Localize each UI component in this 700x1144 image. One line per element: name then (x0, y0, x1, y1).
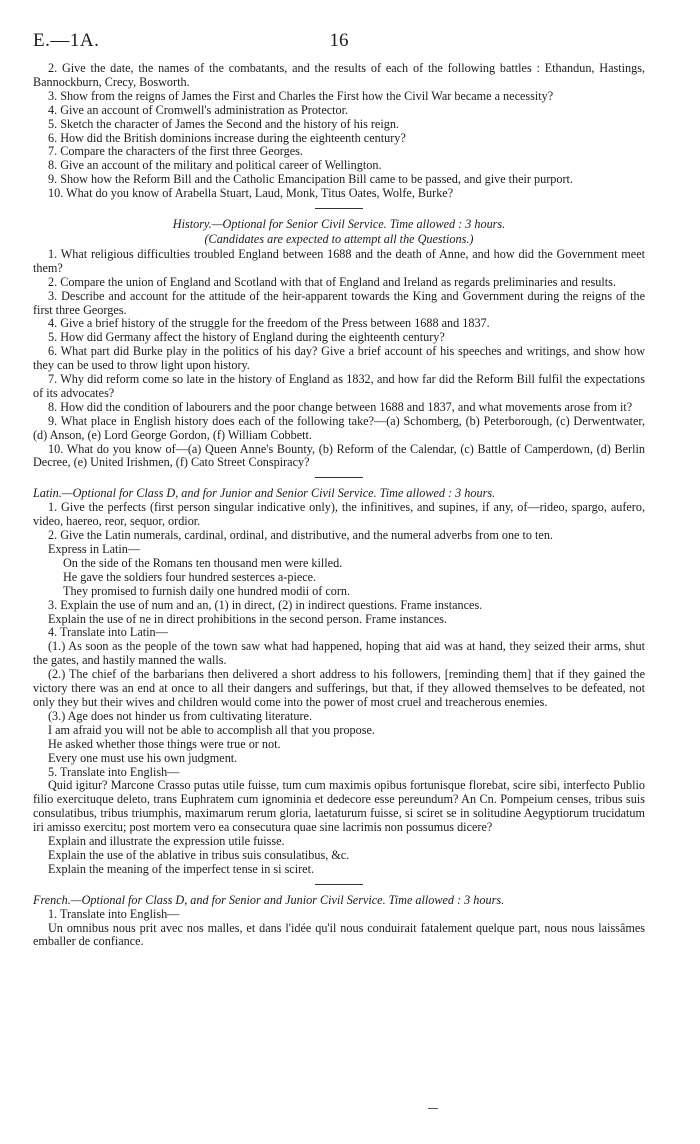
section-heading: French.—Optional for Class D, and for Senior and Junior Civil Service. Time allowed : 3 hours. (33, 892, 505, 907)
question-item: 10. What do you know of—(a) Queen Anne's Bounty, (b) Reform of the Calendar, (c) Battle of Camperdown, (d) Berlin Decree, (e) United Irishmen, (f) Cato Street Conspiracy? (33, 441, 645, 470)
question-item: 7. Why did reform come so late in the history of England as 1832, and how far did the Reform Bill fulfil the expectations of its advocates? (33, 372, 645, 400)
sentence-item: He gave the soldiers four hundred sesterces a-piece. (63, 569, 317, 584)
instruction-line: Express in Latin— (48, 542, 141, 556)
question-item: 6. How did the British dominions increase during the eighteenth century? (48, 130, 406, 145)
page-mark (428, 1108, 438, 1109)
question-item: 8. Give an account of the military and political career of Wellington. (48, 158, 382, 173)
instruction-line: Explain the use of ne in direct prohibitions in the second person. Frame instances. (48, 611, 448, 626)
sentence-item: On the side of the Romans ten thousand men were killed. (63, 555, 343, 570)
question-item: 5. How did Germany affect the history of England during the eighteenth century? (48, 330, 445, 345)
sentence-item: He asked whether those things were true or not. (48, 736, 281, 751)
question-item: 1. What religious difficulties troubled England between 1688 and the death of Anne, and how did the Government meet them? (33, 246, 645, 275)
question-item: 5. Sketch the character of James the Second and the history of his reign. (48, 116, 399, 131)
history-questions-continued (33, 62, 645, 201)
question-item: 6. What part did Burke play in the politics of his day? Give a brief account of his speeches and writings, and show how they can be used to throw light upon history. (33, 344, 645, 373)
page-header (33, 30, 645, 62)
question-item: 2. Give the date, the names of the combatants, and the results of each of the following battles : Ethandun, Hastings, Bannockburn, Crecy, Bosworth. (33, 61, 645, 89)
section-instructions: (Candidates are expected to attempt all the Questions.) (204, 231, 474, 246)
question-item: 8. How did the condition of labourers and the poor change between 1688 and 1837, and what movements arose from it? (48, 399, 633, 414)
passage-item: (3.) Age does not hinder us from cultivating literature. (48, 708, 312, 723)
question-item: 2. Compare the union of England and Scotland with that of England and Ireland as regards preliminaries and results. (48, 274, 616, 289)
section-divider (315, 477, 363, 478)
sentence-item: Every one must use his own judgment. (48, 750, 238, 765)
section-divider (315, 884, 363, 885)
passage-item: (2.) The chief of the barbarians then delivered a short address to his followers, [reminding them] that if they gained the victory there was an end at once to all their dangers and sufferings, but that, if they allowed themselves to be defeated, not only they but their wives and children would come into the power of most cruel and treacherous enemies. (33, 667, 645, 709)
section-heading: Latin.—Optional for Class D, and for Junior and Senior Civil Service. Time allowed : 3 hours. (33, 486, 496, 501)
question-item: 4. Give a brief history of the struggle for the freedom of the Press between 1688 and 1837. (48, 316, 490, 331)
page-number: 16 (329, 30, 349, 51)
history-senior-section (33, 218, 645, 470)
section-divider (315, 208, 363, 209)
question-item: 4. Give an account of Cromwell's administration as Protector. (48, 102, 349, 117)
sentence-item: They promised to furnish daily one hundred modii of corn. (63, 583, 351, 598)
question-item: 3. Show from the reigns of James the First and Charles the First how the Civil War became a necessity? (48, 88, 554, 103)
document-page (33, 30, 645, 949)
french-passage: Un omnibus nous prit avec nos malles, et dans l'idée qu'il nous conduirait fatalement quelque part, nous nous laissâmes emballer de confiance. (33, 920, 645, 949)
instruction-line: Explain the meaning of the imperfect tense in si sciret. (48, 861, 315, 876)
section-heading: History.—Optional for Senior Civil Service. Time allowed : 3 hours. (172, 217, 506, 232)
latin-section (33, 487, 645, 876)
question-item: 4. Translate into Latin— (48, 625, 168, 640)
passage-item: (1.) As soon as the people of the town saw what had happened, hoping that aid was at hand, they seized their arms, shut the gates, and hastily manned the walls. (33, 639, 645, 668)
question-item: 10. What do you know of Arabella Stuart, Laud, Monk, Titus Oates, Wolfe, Burke? (48, 186, 454, 201)
instruction-line: Explain and illustrate the expression utile fuisse. (48, 834, 285, 849)
page-content (33, 62, 645, 949)
french-section (33, 894, 645, 950)
question-item: 3. Describe and account for the attitude of the heir-apparent towards the King and Government during the reigns of the first three Georges. (33, 288, 645, 317)
question-item: 2. Give the Latin numerals, cardinal, ordinal, and distributive, and the numeral adverbs from one to ten. (48, 528, 553, 543)
sentence-item: I am afraid you will not be able to accomplish all that you propose. (48, 722, 375, 737)
question-item: 9. Show how the Reform Bill and the Catholic Emancipation Bill came to be passed, and give their purport. (48, 172, 573, 187)
question-item: 1. Give the perfects (first person singular indicative only), the infinitives, and supines, if any, of—rideo, spargo, aufero, video, haereo, reor, sequor, ordior. (33, 500, 645, 529)
question-item: 3. Explain the use of num and an, (1) in direct, (2) in indirect questions. Frame instances. (48, 597, 483, 612)
question-item: 5. Translate into English— (48, 764, 180, 779)
question-item: 7. Compare the characters of the first three Georges. (48, 144, 303, 159)
question-item: 9. What place in English history does each of the following take?—(a) Schomberg, (b) Peterborough, (c) Derwentwater, (d) Anson, (e) Lord George Gordon, (f) William Cobbett. (33, 413, 645, 442)
latin-passage: Quid igitur? Marcone Crasso putas utile fuisse, tum cum maximis opibus fortunisque florebat, scire sibi, interfecto Publio filio exercituque deleto, trans Euphratem cum ignominia et dedecore esse pereundum? An Cn. Pompeium censes, tribus suis consulatibus, tribus triumphis, maximarum rerum gloria, laetaturum fuisse, si sciret se in solitudine Aegyptiorum trucidatum iri amisso exercitu; post mortem vero ea consecutura quae sine lacrimis non possumus dicere? (33, 778, 645, 835)
instruction-line: Explain the use of the ablative in tribus suis consulatibus, &c. (48, 847, 350, 862)
question-item: 1. Translate into English— (48, 906, 180, 921)
document-reference: E.—1A. (33, 30, 100, 51)
